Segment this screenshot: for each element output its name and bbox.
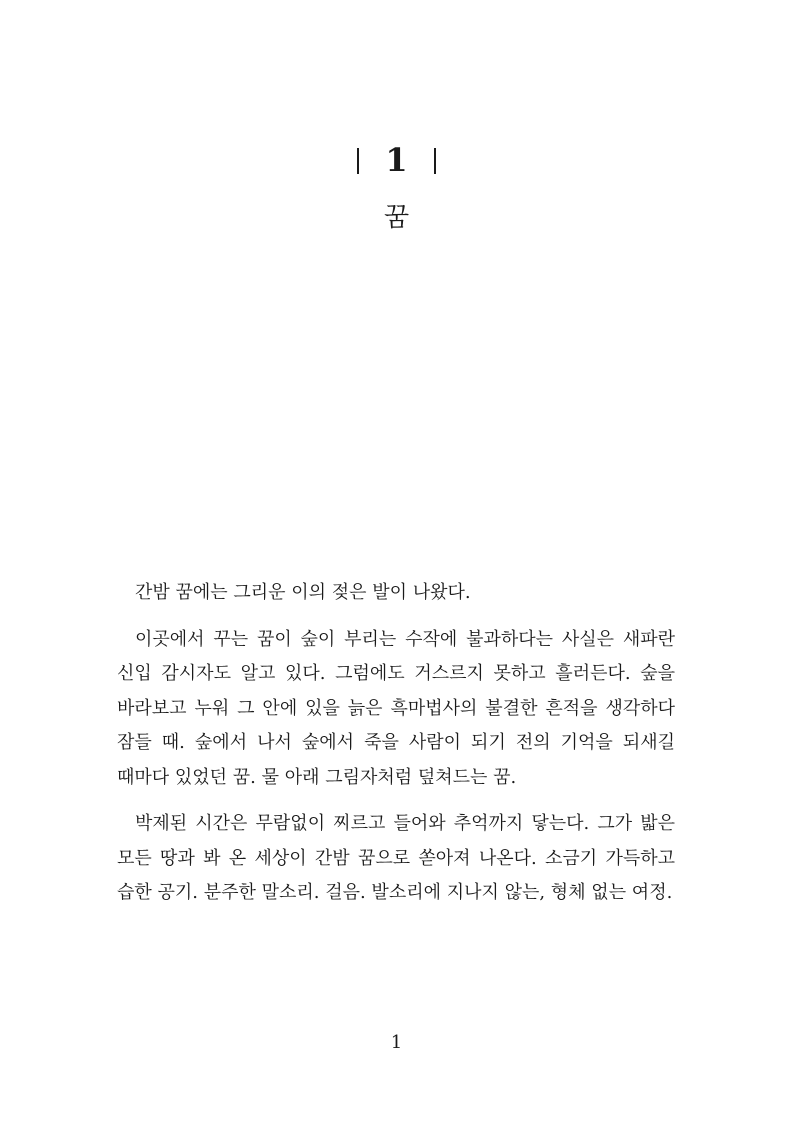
chapter-title: 꿈 [383, 203, 410, 233]
chapter-heading [0, 138, 793, 182]
paragraph: 간밤 꿈에는 그리운 이의 젖은 발이 나왔다. [135, 582, 471, 603]
heading-bar-left [357, 148, 359, 174]
chapter-number: 1 [385, 141, 408, 179]
heading-bar-right [434, 148, 436, 174]
paragraph: 박제된 시간은 무람없이 찌르고 들어와 추억까지 닿는다. 그가 밟은 모든 땅과 봐 온 세상이 간밤 꿈으로 쏟아져 나온다. 소금기 가득하고 습한 공기. 분주한 말소리. 걸음. 발소리에 지나지 않는, 형체 없는 여정. [117, 813, 675, 903]
body-text [117, 576, 675, 923]
page-number: 1 [390, 1032, 403, 1053]
paragraph: 이곳에서 꾸는 꿈이 숲이 부리는 수작에 불과하다는 사실은 새파란 신입 감시자도 알고 있다. 그럼에도 거스르지 못하고 흘러든다. 숲을 바라보고 누워 그 안에 있을 늙은 흑마법사의 불결한 흔적을 생각하다 잠들 때. 숲에서 나서 숲에서 죽을 사람이 되기 전의 기억을 되새길 때마다 있었던 꿈. 물 아래 그림자처럼 덮쳐드는 꿈. [117, 628, 675, 788]
